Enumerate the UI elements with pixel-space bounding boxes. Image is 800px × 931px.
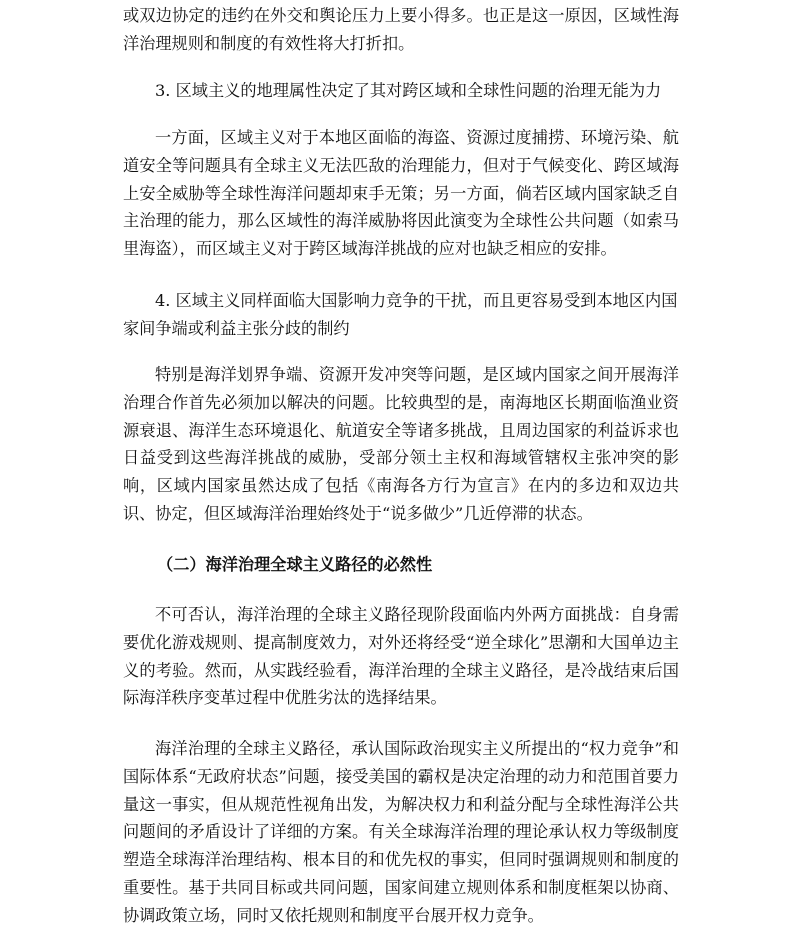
paragraph-globalism-challenges: 不可否认，海洋治理的全球主义路径现阶段面临内外两方面挑战：自身需要优化游戏规则、提高制度效力，对外还将经受“逆全球化”思潮和大国单边主义的考验。然而，从实践经验看，海洋治理的全球主义路径，是冷战结束后国际海洋秩序变革过程中优胜劣汰的选择结果。 [123,605,679,708]
paragraph-regional-rules-effectiveness: 或双边协定的违约在外交和舆论压力上要小得多。也正是这一原因，区域性海洋治理规则和制度的有效性将大打折扣。 [123,6,679,53]
subheading-geographic-limitation: 3. 区域主义的地理属性决定了其对跨区域和全球性问题的治理无能为力 [155,81,662,100]
paragraph-regional-capability: 一方面，区域主义对于本地区面临的海盗、资源过度捕捞、环境污染、航道安全等问题具有全球主义无法匹敌的治理能力，但对于气候变化、跨区域海上安全威胁等全球性海洋问题却束手无策；另一方面，倘若区域内国家缺乏自主治理的能力，那么区域性的海洋威胁将因此演变为全球性公共问题（如索马里海盗），而区域主义对于跨区域海洋挑战的应对也缺乏相应的安排。 [123,128,679,259]
subheading-great-power-interference: 4. 区域主义同样面临大国影响力竞争的干扰，而且更容易受到本地区内国家间争端或利益主张分歧的制约 [123,291,678,338]
paragraph-south-china-sea: 特别是海洋划界争端、资源开发冲突等问题，是区域内国家之间开展海洋治理合作首先必须加以解决的问题。比较典型的是，南海地区长期面临渔业资源衰退、海洋生态环境退化、航道安全等诸多挑战，且周边国家的利益诉求也日益受到这些海洋挑战的威胁，受部分领土主权和海域管辖权主张冲突的影响，区域内国家虽然达成了包括《南海各方行为宣言》在内的多边和双边共识、协定，但区域海洋治理始终处于“说多做少”几近停滞的状态。 [123,365,679,523]
section-heading-globalism-necessity: （二）海洋治理全球主义路径的必然性 [157,555,433,574]
paragraph-globalism-power-competition: 海洋治理的全球主义路径，承认国际政治现实主义所提出的“权力竞争”和国际体系“无政府状态”问题，接受美国的霸权是决定治理的动力和范围首要力量这一事实，但从规范性视角出发，为解决权力和利益分配与全球性海洋公共问题间的矛盾设计了详细的方案。有关全球海洋治理的理论承认权力等级制度塑造全球海洋治理结构、根本目的和优先权的事实，但同时强调规则和制度的重要性。基于共同目标或共同问题，国家间建立规则体系和制度框架以协商、协调政策立场，同时又依托规则和制度平台展开权力竞争。 [123,739,679,925]
